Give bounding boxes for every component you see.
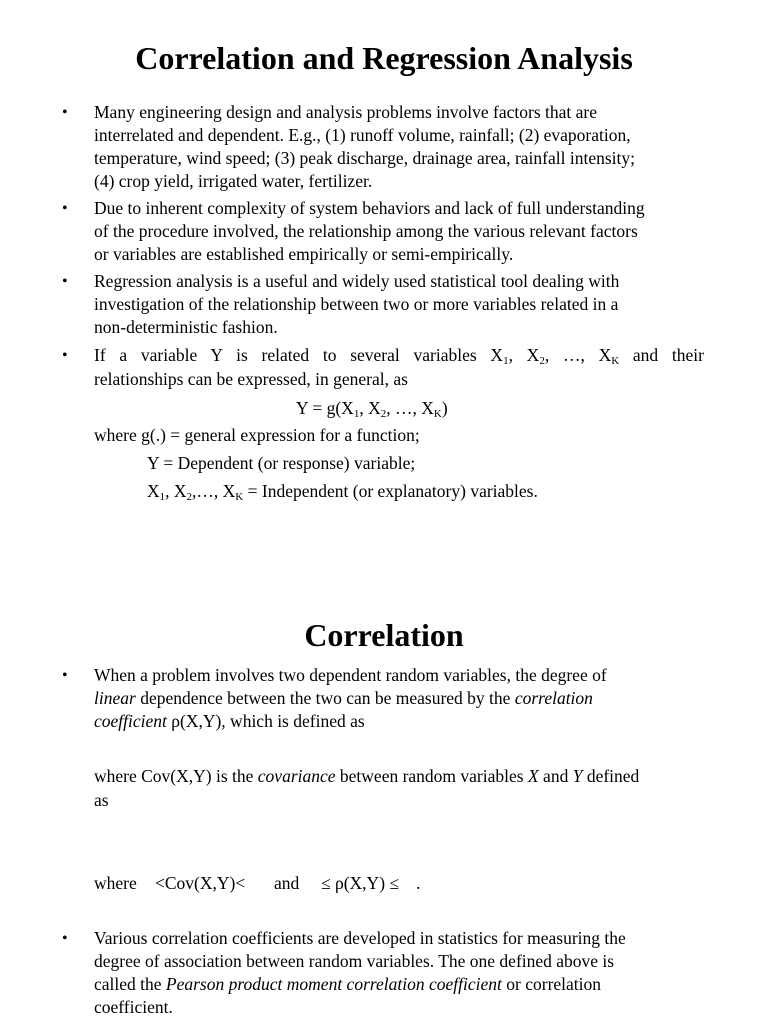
bullet-marker: • bbox=[62, 930, 68, 947]
text-line: called the Pearson product moment correlation coefficient or correlation bbox=[94, 974, 602, 994]
paragraph bbox=[94, 270, 704, 339]
text-line: of the procedure involved, the relationship among the various relevant factors bbox=[94, 221, 638, 241]
bullet-marker: • bbox=[62, 200, 68, 217]
bullet-marker: • bbox=[62, 347, 68, 364]
bullet-marker: • bbox=[62, 667, 68, 684]
text-line: (4) crop yield, irrigated water, fertilizer. bbox=[94, 171, 373, 191]
text-line: Y = Dependent (or response) variable; bbox=[147, 453, 416, 473]
paragraph bbox=[94, 101, 704, 193]
text-line: degree of association between random variables. The one defined above is bbox=[94, 951, 615, 971]
text-line: coefficient. bbox=[94, 997, 173, 1017]
text-line: or variables are established empirically or semi-empirically. bbox=[94, 244, 514, 264]
text-line: non-deterministic fashion. bbox=[94, 317, 278, 337]
page-title: Correlation and Regression Analysis bbox=[135, 40, 633, 76]
text-line: ≤ ρ(X,Y) ≤ bbox=[321, 873, 399, 893]
section-title: Correlation bbox=[304, 617, 464, 653]
text-line: interrelated and dependent. E.g., (1) runoff volume, rainfall; (2) evaporation, bbox=[94, 125, 631, 145]
text-line: where bbox=[94, 873, 137, 893]
text-line: Various correlation coefficients are developed in statistics for measuring the bbox=[94, 928, 626, 948]
paragraph bbox=[94, 344, 704, 391]
text-line: and bbox=[274, 873, 300, 893]
text-line: $X_1$, $X_2,\dots$, $X_K$ = Independent (or explanatory) variables. bbox=[147, 481, 538, 503]
text-line: linear dependence between the two can be measured by the correlation bbox=[94, 688, 593, 708]
text-line: temperature, wind speed; (3) peak discharge, drainage area, rainfall intensity; bbox=[94, 148, 635, 168]
paragraph bbox=[94, 664, 704, 733]
text-line: Due to inherent complexity of system behaviors and lack of full understanding bbox=[94, 198, 645, 218]
text-line: where g(.) = general expression for a function; bbox=[94, 425, 420, 445]
text-line: When a problem involves two dependent random variables, the degree of bbox=[94, 665, 607, 685]
bullet-marker: • bbox=[62, 273, 68, 290]
text-line: where Cov(X,Y) is the covariance between random variables X and Y defined bbox=[94, 766, 640, 786]
text-line: <Cov(X,Y)< bbox=[155, 873, 246, 893]
text-line: Regression analysis is a useful and widely used statistical tool dealing with bbox=[94, 271, 620, 291]
text-line: If a variable Y is related to several variables $X_1$, $X_2$, …, $X_K$ and their bbox=[94, 345, 704, 367]
paragraph bbox=[94, 197, 704, 266]
text-line: coefficient ρ(X,Y), which is defined as bbox=[94, 711, 365, 731]
text-line: as bbox=[94, 790, 109, 810]
text-line: investigation of the relationship between two or more variables related in a bbox=[94, 294, 619, 314]
paragraph bbox=[94, 927, 704, 1019]
bullet-marker: • bbox=[62, 104, 68, 121]
equation: $Y = g(X_1$, $X_2$, …, $X_K$) bbox=[296, 398, 448, 420]
text-line: relationships can be expressed, in general, as bbox=[94, 369, 408, 389]
text-line: . bbox=[416, 873, 421, 893]
text-line: Many engineering design and analysis problems involve factors that are bbox=[94, 102, 597, 122]
